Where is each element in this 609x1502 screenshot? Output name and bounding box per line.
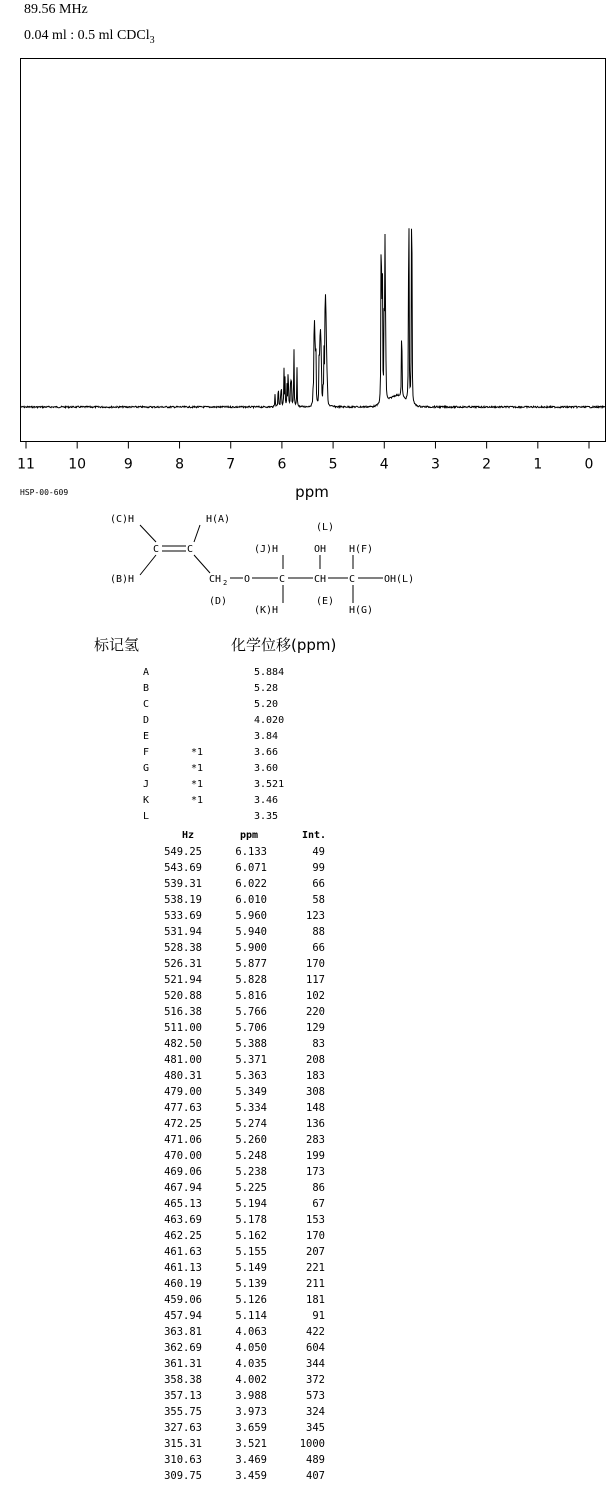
peak-row: [150, 1374, 340, 1390]
struct-label: (L): [316, 522, 335, 533]
structure-diagram: [0, 505, 609, 625]
peak-int: 58: [312, 894, 325, 906]
assign-label: D: [143, 715, 150, 726]
peak-ppm: 5.225: [235, 1182, 267, 1194]
peak-ppm: 3.469: [235, 1454, 267, 1466]
peak-row: [150, 958, 340, 974]
peak-int: 88: [312, 926, 325, 938]
assign-shift: 5.28: [254, 683, 279, 694]
peak-row: [150, 1054, 340, 1070]
peak-hz: 358.38: [164, 1374, 202, 1386]
peak-hz: 315.31: [164, 1438, 202, 1450]
peak-row: [150, 1038, 340, 1054]
struct-label: (B)H: [110, 574, 135, 585]
peak-row: [150, 862, 340, 878]
peak-int: 117: [306, 974, 325, 986]
struct-label: (E): [316, 596, 335, 607]
peak-hz: 472.25: [164, 1118, 202, 1130]
peak-int: 123: [306, 910, 325, 922]
peak-row: [150, 1070, 340, 1086]
peak-ppm: 5.248: [235, 1150, 267, 1162]
assignment-row: [140, 747, 340, 763]
peak-row: [150, 1326, 340, 1342]
peak-ppm: 5.706: [235, 1022, 267, 1034]
assign-shift: 3.521: [254, 779, 285, 790]
peak-ppm: 5.940: [235, 926, 267, 938]
peak-row: [150, 1214, 340, 1230]
spectrum-trace: [21, 228, 605, 407]
assignment-row: [140, 683, 340, 699]
x-tick-label: 11: [17, 456, 35, 473]
peak-ppm: 5.126: [235, 1294, 267, 1306]
peak-row: [150, 1342, 340, 1358]
peak-int: 211: [306, 1278, 325, 1290]
struct-label: CH: [314, 574, 327, 585]
struct-label: (J)H: [254, 544, 279, 555]
peak-int: 99: [312, 862, 325, 874]
peak-hz: 465.13: [164, 1198, 202, 1210]
col-shift-header: 化学位移(ppm): [231, 636, 337, 654]
peak-row: [150, 1294, 340, 1310]
peak-int: 199: [306, 1150, 325, 1162]
peak-row: [150, 1006, 340, 1022]
peak-int: 345: [306, 1422, 325, 1434]
peak-int: 67: [312, 1198, 325, 1210]
peak-row: [150, 1422, 340, 1438]
peak-hz: 355.75: [164, 1406, 202, 1418]
assign-shift: 3.46: [254, 795, 279, 806]
peak-ppm: 4.063: [235, 1326, 267, 1338]
assignment-table: [140, 667, 340, 827]
peak-hz: 460.19: [164, 1278, 202, 1290]
assign-label: L: [143, 811, 150, 822]
peak-hz: 461.63: [164, 1246, 202, 1258]
peak-row: [150, 1086, 340, 1102]
peak-hz: 459.06: [164, 1294, 202, 1306]
peak-row: [150, 1102, 340, 1118]
peak-row: [150, 1358, 340, 1374]
peak-ppm: 5.900: [235, 942, 267, 954]
peak-table-header: [150, 830, 340, 846]
peak-row: [150, 1278, 340, 1294]
peak-int: 86: [312, 1182, 325, 1194]
peak-int: 170: [306, 958, 325, 970]
struct-label: H(G): [349, 605, 374, 616]
struct-label: OH(L): [384, 574, 415, 585]
peak-int: 181: [306, 1294, 325, 1306]
struct-label: OH: [314, 544, 327, 555]
struct-label: (D): [209, 596, 228, 607]
peak-int: 136: [306, 1118, 325, 1130]
struct-label: C: [349, 574, 356, 585]
peak-row: [150, 990, 340, 1006]
assignment-row: [140, 779, 340, 795]
peak-int: 207: [306, 1246, 325, 1258]
assign-label: C: [143, 699, 150, 710]
peak-hz: 538.19: [164, 894, 202, 906]
peak-hz: 528.38: [164, 942, 202, 954]
peak-hz: 309.75: [164, 1470, 202, 1482]
peak-ppm: 5.238: [235, 1166, 267, 1178]
peak-ppm: 5.766: [235, 1006, 267, 1018]
struct-label: C: [187, 544, 194, 555]
peak-row: [150, 1262, 340, 1278]
peak-ppm: 6.022: [235, 878, 267, 890]
peak-int: 604: [306, 1342, 325, 1354]
x-tick-label: 4: [379, 456, 389, 473]
peak-row: [150, 894, 340, 910]
sample-subscript: 3: [149, 34, 155, 46]
peak-int: 66: [312, 942, 325, 954]
struct-label: H(F): [349, 544, 374, 555]
assign-label: K: [143, 795, 150, 806]
peak-ppm: 5.149: [235, 1262, 267, 1274]
peak-row: [150, 910, 340, 926]
peak-int: 1000: [299, 1438, 325, 1450]
peak-int: 221: [306, 1262, 325, 1274]
peak-ppm: 6.010: [235, 894, 267, 906]
struct-label: H(A): [206, 514, 231, 525]
peak-ppm: 4.002: [235, 1374, 267, 1386]
header-int: Int.: [302, 830, 327, 841]
peak-row: [150, 1134, 340, 1150]
peak-ppm: 5.139: [235, 1278, 267, 1290]
assign-note: *1: [191, 795, 204, 806]
peak-ppm: 5.114: [235, 1310, 267, 1322]
peak-hz: 463.69: [164, 1214, 202, 1226]
x-tick-label: 5: [328, 456, 338, 473]
assign-label: E: [143, 731, 150, 742]
x-tick-label: 6: [277, 456, 287, 473]
peak-int: 220: [306, 1006, 325, 1018]
peak-hz: 539.31: [164, 878, 202, 890]
peak-ppm: 5.828: [235, 974, 267, 986]
peak-hz: 511.00: [164, 1022, 202, 1034]
peak-row: [150, 846, 340, 862]
col-label-header: 标记氢: [94, 636, 140, 654]
assign-note: *1: [191, 779, 204, 790]
peak-ppm: 5.162: [235, 1230, 267, 1242]
peak-int: 183: [306, 1070, 325, 1082]
assignment-row: [140, 795, 340, 811]
struct-label: 2: [223, 579, 228, 587]
peak-int: 83: [312, 1038, 325, 1050]
assign-label: F: [143, 747, 150, 758]
peak-row: [150, 1454, 340, 1470]
peak-hz: 467.94: [164, 1182, 202, 1194]
peak-hz: 531.94: [164, 926, 202, 938]
peak-row: [150, 1230, 340, 1246]
assignment-row: [140, 715, 340, 731]
assign-label: B: [143, 683, 150, 694]
peak-hz: 520.88: [164, 990, 202, 1002]
peak-ppm: 5.349: [235, 1086, 267, 1098]
peak-int: 372: [306, 1374, 325, 1386]
peak-hz: 549.25: [164, 846, 202, 858]
peak-ppm: 3.521: [235, 1438, 267, 1450]
peak-rows: [150, 846, 340, 1486]
peak-row: [150, 1246, 340, 1262]
assignment-row: [140, 731, 340, 747]
peak-int: 308: [306, 1086, 325, 1098]
peak-hz: 543.69: [164, 862, 202, 874]
assign-shift: 3.66: [254, 747, 279, 758]
peak-row: [150, 1150, 340, 1166]
peak-ppm: 5.816: [235, 990, 267, 1002]
peak-int: 173: [306, 1166, 325, 1178]
structure-bonds: [140, 525, 383, 603]
peak-int: 170: [306, 1230, 325, 1242]
assign-shift: 5.884: [254, 667, 285, 678]
peak-ppm: 5.194: [235, 1198, 267, 1210]
assign-shift: 3.84: [254, 731, 279, 742]
peak-table: [150, 830, 340, 1486]
frequency-label: 89.56 MHz: [24, 2, 88, 17]
peak-row: [150, 1406, 340, 1422]
peak-row: [150, 878, 340, 894]
peak-row: [150, 1166, 340, 1182]
assign-note: *1: [191, 747, 204, 758]
peak-row: [150, 1470, 340, 1486]
peak-row: [150, 926, 340, 942]
assignment-row: [140, 811, 340, 827]
peak-ppm: 3.659: [235, 1422, 267, 1434]
peak-hz: 477.63: [164, 1102, 202, 1114]
peak-ppm: 5.960: [235, 910, 267, 922]
peak-ppm: 5.877: [235, 958, 267, 970]
x-tick-label: 1: [533, 456, 543, 473]
peak-int: 49: [312, 846, 325, 858]
struct-label: O: [244, 574, 251, 585]
x-tick-label: 2: [482, 456, 492, 473]
x-tick-label: 7: [226, 456, 236, 473]
x-axis-label: ppm: [295, 483, 329, 501]
peak-hz: 533.69: [164, 910, 202, 922]
peak-hz: 357.13: [164, 1390, 202, 1402]
peak-int: 344: [306, 1358, 325, 1370]
peak-hz: 457.94: [164, 1310, 202, 1322]
peak-ppm: 6.133: [235, 846, 267, 858]
assignment-row: [140, 667, 340, 683]
peak-int: 407: [306, 1470, 325, 1482]
peak-hz: 462.25: [164, 1230, 202, 1242]
peak-hz: 361.31: [164, 1358, 202, 1370]
assign-shift: 3.35: [254, 811, 279, 822]
peak-ppm: 4.035: [235, 1358, 267, 1370]
peak-hz: 480.31: [164, 1070, 202, 1082]
header-hz: Hz: [182, 830, 195, 841]
peak-ppm: 5.388: [235, 1038, 267, 1050]
peak-int: 148: [306, 1102, 325, 1114]
peak-hz: 470.00: [164, 1150, 202, 1162]
x-tick-label: 10: [68, 456, 87, 473]
peak-ppm: 5.274: [235, 1118, 267, 1130]
assignment-row: [140, 699, 340, 715]
x-tick-label: 9: [123, 456, 133, 473]
peak-row: [150, 1310, 340, 1326]
x-tick-label: 3: [430, 456, 440, 473]
peak-int: 91: [312, 1310, 325, 1322]
peak-ppm: 6.071: [235, 862, 267, 874]
peak-ppm: 3.459: [235, 1470, 267, 1482]
peak-row: [150, 1022, 340, 1038]
x-axis: [17, 442, 593, 473]
peak-row: [150, 942, 340, 958]
peak-ppm: 5.178: [235, 1214, 267, 1226]
peak-hz: 327.63: [164, 1422, 202, 1434]
assign-label: A: [143, 667, 150, 678]
peak-ppm: 3.973: [235, 1406, 267, 1418]
peak-row: [150, 1390, 340, 1406]
peak-ppm: 5.363: [235, 1070, 267, 1082]
assign-shift: 3.60: [254, 763, 279, 774]
peak-int: 283: [306, 1134, 325, 1146]
peak-int: 573: [306, 1390, 325, 1402]
peak-int: 66: [312, 878, 325, 890]
peak-row: [150, 1182, 340, 1198]
peak-int: 208: [306, 1054, 325, 1066]
peak-hz: 479.00: [164, 1086, 202, 1098]
peak-int: 129: [306, 1022, 325, 1034]
peak-ppm: 4.050: [235, 1342, 267, 1354]
peak-row: [150, 974, 340, 990]
peak-row: [150, 1438, 340, 1454]
peak-ppm: 5.155: [235, 1246, 267, 1258]
peak-ppm: 5.334: [235, 1102, 267, 1114]
x-tick-label: 8: [175, 456, 185, 473]
header-ppm: ppm: [240, 830, 259, 841]
struct-label: (C)H: [110, 514, 135, 525]
peak-int: 422: [306, 1326, 325, 1338]
assign-label: G: [143, 763, 150, 774]
peak-hz: 471.06: [164, 1134, 202, 1146]
sample-text: 0.04 ml : 0.5 ml CDCl: [24, 28, 150, 43]
assign-shift: 5.20: [254, 699, 279, 710]
struct-label: (K)H: [254, 605, 279, 616]
struct-label: C: [279, 574, 286, 585]
peak-int: 153: [306, 1214, 325, 1226]
peak-hz: 310.63: [164, 1454, 202, 1466]
peak-ppm: 5.260: [235, 1134, 267, 1146]
spectrum-chart: [0, 0, 609, 510]
catalog-id: HSP-00-609: [20, 488, 69, 497]
peak-int: 489: [306, 1454, 325, 1466]
peak-hz: 521.94: [164, 974, 202, 986]
peak-ppm: 3.988: [235, 1390, 267, 1402]
struct-label: C: [153, 544, 160, 555]
peak-hz: 481.00: [164, 1054, 202, 1066]
assignment-row: [140, 763, 340, 779]
peak-int: 102: [306, 990, 325, 1002]
peak-hz: 461.13: [164, 1262, 202, 1274]
x-tick-label: 0: [584, 456, 594, 473]
peak-hz: 362.69: [164, 1342, 202, 1354]
peak-hz: 363.81: [164, 1326, 202, 1338]
peak-hz: 482.50: [164, 1038, 202, 1050]
peak-int: 324: [306, 1406, 325, 1418]
peak-ppm: 5.371: [235, 1054, 267, 1066]
peak-hz: 516.38: [164, 1006, 202, 1018]
peak-row: [150, 1198, 340, 1214]
peak-hz: 469.06: [164, 1166, 202, 1178]
struct-label: CH: [209, 574, 222, 585]
assign-shift: 4.020: [254, 715, 285, 726]
peak-row: [150, 1118, 340, 1134]
assign-note: *1: [191, 763, 204, 774]
peak-hz: 526.31: [164, 958, 202, 970]
assign-label: J: [143, 779, 150, 790]
